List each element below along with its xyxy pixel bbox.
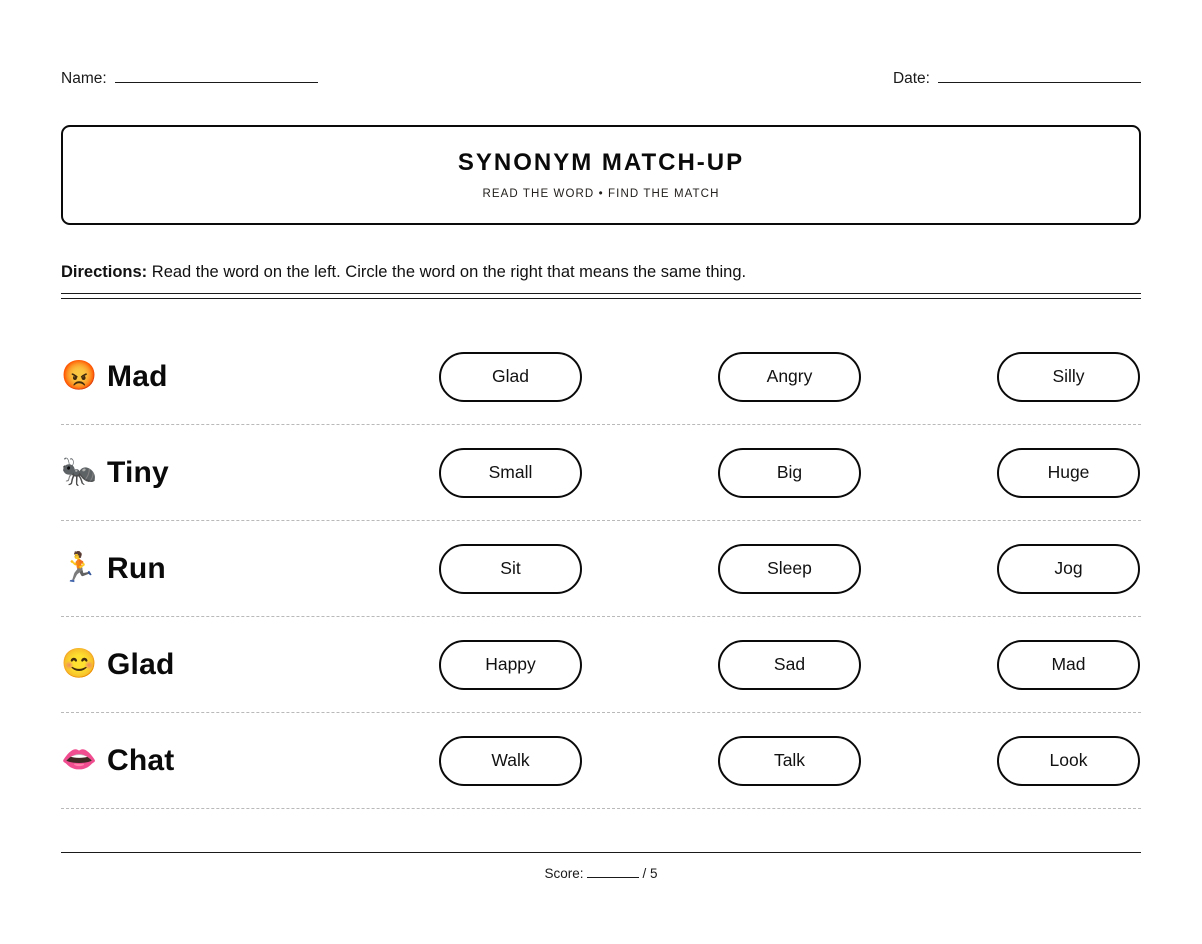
option-slot (997, 640, 1202, 690)
prompt-cell (61, 648, 439, 682)
option-slot (439, 640, 718, 690)
table-row (61, 713, 1141, 809)
prompt-cell (61, 456, 439, 490)
prompt-word: Glad (107, 647, 175, 681)
option-pill[interactable]: Sad (718, 640, 861, 690)
name-label: Name: (61, 70, 107, 87)
option-slot (439, 736, 718, 786)
footer-divider (61, 852, 1141, 853)
directions-text: Read the word on the left. Circle the word on the right that means the same thing. (147, 263, 747, 281)
option-pill[interactable]: Big (718, 448, 861, 498)
option-slot (439, 448, 718, 498)
option-slot (439, 544, 718, 594)
option-pill[interactable]: Huge (997, 448, 1140, 498)
score-write-line[interactable] (587, 866, 639, 878)
directions-label: Directions: (61, 263, 148, 281)
name-date-row (61, 60, 1141, 88)
question-list (61, 329, 1141, 809)
option-pill[interactable]: Sleep (718, 544, 861, 594)
name-write-line[interactable] (115, 81, 318, 83)
options-cell (439, 640, 1202, 690)
option-slot (439, 352, 718, 402)
prompt-cell (61, 552, 439, 586)
option-slot (718, 736, 997, 786)
option-pill[interactable]: Look (997, 736, 1140, 786)
option-slot (997, 736, 1202, 786)
option-pill[interactable]: Small (439, 448, 582, 498)
directions-divider-top (61, 293, 1141, 294)
prompt-cell (61, 744, 439, 778)
prompt-word: Mad (107, 359, 168, 393)
mouth-icon: 👄 (61, 744, 98, 776)
option-pill[interactable]: Angry (718, 352, 861, 402)
title-banner (61, 125, 1141, 225)
table-row (61, 617, 1141, 713)
option-slot (997, 448, 1202, 498)
option-pill[interactable]: Walk (439, 736, 582, 786)
option-slot (718, 352, 997, 402)
smiling-face-icon: 😊 (61, 648, 98, 680)
directions-divider-bottom (61, 298, 1141, 299)
option-pill[interactable]: Happy (439, 640, 582, 690)
name-field-group (61, 70, 318, 88)
prompt-cell (61, 360, 439, 394)
prompt-word: Chat (107, 743, 175, 777)
options-cell (439, 448, 1202, 498)
worksheet-subtitle: READ THE WORD • FIND THE MATCH (482, 187, 720, 200)
table-row (61, 521, 1141, 617)
prompt-word: Run (107, 551, 166, 585)
option-pill[interactable]: Glad (439, 352, 582, 402)
option-slot (997, 544, 1202, 594)
score-total: / 5 (642, 866, 658, 881)
option-slot (997, 352, 1202, 402)
options-cell (439, 544, 1202, 594)
options-cell (439, 736, 1202, 786)
option-pill[interactable]: Talk (718, 736, 861, 786)
angry-face-icon: 😡 (61, 360, 98, 392)
option-pill[interactable]: Mad (997, 640, 1140, 690)
prompt-word: Tiny (107, 455, 169, 489)
score-label: Score: (544, 866, 584, 881)
option-slot (718, 448, 997, 498)
date-field-group (893, 70, 1141, 88)
option-slot (718, 640, 997, 690)
option-pill[interactable]: Jog (997, 544, 1140, 594)
option-pill[interactable]: Silly (997, 352, 1140, 402)
options-cell (439, 352, 1202, 402)
ant-icon: 🐜 (61, 456, 98, 488)
option-slot (718, 544, 997, 594)
table-row (61, 329, 1141, 425)
directions (61, 262, 1141, 283)
date-label: Date: (892, 70, 930, 87)
date-write-line[interactable] (938, 81, 1141, 83)
running-person-icon: 🏃 (61, 552, 98, 584)
worksheet-title: SYNONYM MATCH-UP (457, 149, 745, 177)
score-line (61, 866, 1141, 881)
table-row (61, 425, 1141, 521)
option-pill[interactable]: Sit (439, 544, 582, 594)
